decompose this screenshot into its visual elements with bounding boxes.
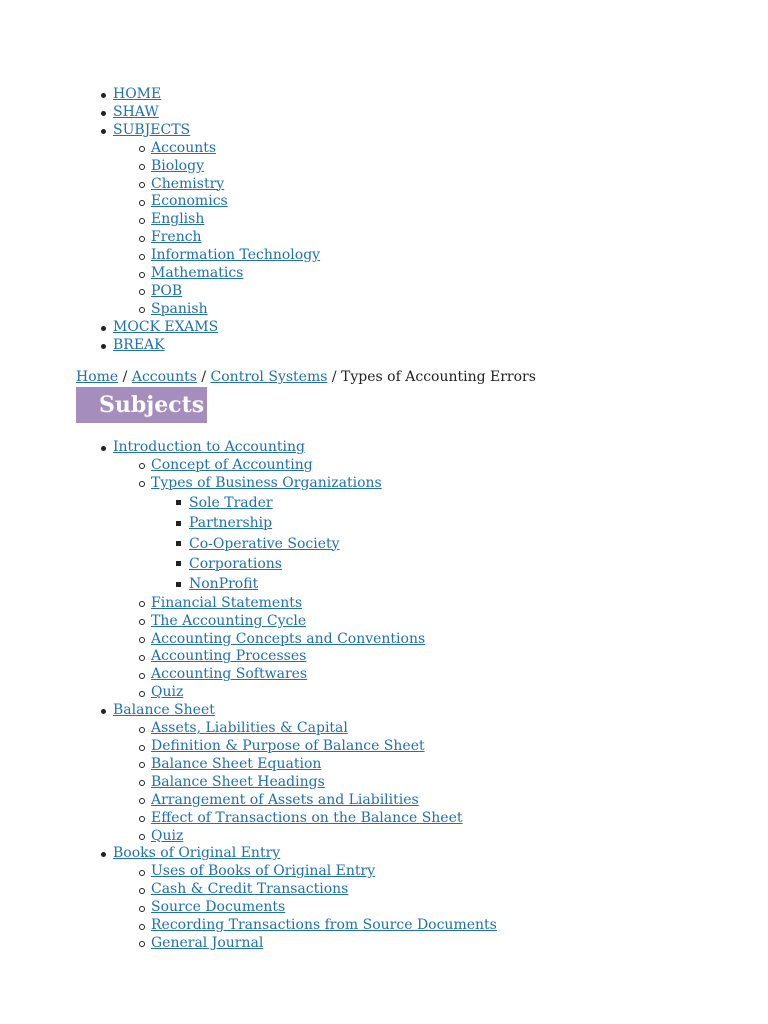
subjects-menu (113, 439, 497, 953)
menu-link-recording-transactions[interactable]: Recording Transactions from Source Documents (151, 917, 497, 934)
nav-link-mock-exams[interactable]: MOCK EXAMS (113, 318, 219, 335)
subjects-submenu (151, 140, 320, 319)
subject-link-accounts[interactable]: Accounts (151, 139, 217, 156)
menu-link-partnership[interactable]: Partnership (189, 515, 273, 532)
breadcrumb-control-systems[interactable]: Control Systems (210, 369, 328, 385)
menu-link-general-journal[interactable]: General Journal (151, 934, 264, 951)
menu-link-definition-purpose[interactable]: Definition & Purpose of Balance Sheet (151, 738, 425, 754)
menu-link-accounting-softwares[interactable]: Accounting Softwares (151, 666, 308, 683)
menu-item-concepts-conventions (151, 631, 497, 649)
menu-link-accounting-cycle[interactable]: The Accounting Cycle (151, 612, 307, 629)
menu-link-balance-sheet[interactable]: Balance Sheet (113, 702, 215, 719)
subject-link-biology[interactable]: Biology (151, 157, 204, 174)
subject-item-english (151, 211, 320, 229)
balance-sheet-submenu (151, 720, 497, 845)
nav-item-subjects (113, 122, 320, 319)
menu-item-source-documents (151, 899, 497, 917)
menu-link-uses-of-books[interactable]: Uses of Books of Original Entry (151, 863, 376, 880)
menu-link-balance-sheet-headings[interactable]: Balance Sheet Headings (151, 773, 325, 790)
menu-item-corporations (189, 554, 497, 574)
subject-link-french[interactable]: French (151, 229, 202, 246)
menu-item-books-of-original-entry (113, 845, 497, 952)
menu-item-balance-sheet-headings (151, 774, 497, 792)
subject-link-spanish[interactable]: Spanish (151, 300, 208, 317)
menu-item-accounting-cycle (151, 613, 497, 631)
menu-item-intro-quiz (151, 684, 497, 702)
nav-link-home[interactable]: HOME (113, 86, 162, 102)
menu-item-concept (151, 457, 497, 475)
top-nav-list (113, 86, 320, 355)
nav-link-break[interactable]: BREAK (113, 336, 165, 353)
subject-item-biology (151, 158, 320, 176)
subject-item-chemistry (151, 176, 320, 194)
menu-item-uses-of-books (151, 863, 497, 881)
subject-item-information-technology (151, 247, 320, 265)
subjects-heading: Subjects (76, 387, 207, 423)
menu-item-effect-of-transactions (151, 810, 497, 828)
nav-link-shaw[interactable]: SHAW (113, 103, 159, 120)
nav-link-subjects[interactable]: SUBJECTS (113, 121, 191, 138)
menu-link-introduction[interactable]: Introduction to Accounting (113, 439, 305, 455)
books-submenu (151, 863, 497, 953)
menu-item-assets-liabilities-capital (151, 720, 497, 738)
menu-link-corporations[interactable]: Corporations (189, 555, 282, 572)
menu-link-assets-liabilities-capital[interactable]: Assets, Liabilities & Capital (151, 720, 348, 737)
menu-link-source-documents[interactable]: Source Documents (151, 899, 286, 916)
subject-link-mathematics[interactable]: Mathematics (151, 265, 244, 282)
menu-link-cash-credit[interactable]: Cash & Credit Transactions (151, 881, 349, 898)
menu-item-cash-credit (151, 881, 497, 899)
breadcrumb-current: Types of Accounting Errors (341, 369, 536, 385)
menu-item-definition-purpose (151, 738, 497, 756)
menu-link-co-operative[interactable]: Co-Operative Society (189, 535, 340, 552)
menu-link-sole-trader[interactable]: Sole Trader (189, 494, 273, 511)
top-navigation (113, 86, 320, 355)
menu-item-general-journal (151, 935, 497, 953)
menu-link-financial-statements[interactable]: Financial Statements (151, 594, 303, 611)
breadcrumb-separator: / (201, 369, 207, 385)
subject-link-information-technology[interactable]: Information Technology (151, 247, 321, 264)
menu-link-books-of-original-entry[interactable]: Books of Original Entry (113, 845, 281, 862)
business-organizations-submenu (189, 493, 497, 595)
subject-link-chemistry[interactable]: Chemistry (151, 175, 225, 192)
menu-link-effect-of-transactions[interactable]: Effect of Transactions on the Balance Sheet (151, 809, 463, 826)
menu-item-sole-trader (189, 493, 497, 513)
subject-item-pob (151, 283, 320, 301)
menu-link-nonprofit[interactable]: NonProfit (189, 576, 259, 593)
subject-link-pob[interactable]: POB (151, 282, 183, 299)
breadcrumb-separator: / (331, 369, 337, 385)
introduction-submenu (151, 457, 497, 702)
subject-item-accounts (151, 140, 320, 158)
menu-link-concepts-conventions[interactable]: Accounting Concepts and Conventions (151, 630, 426, 647)
breadcrumb-home[interactable]: Home (76, 369, 119, 385)
menu-item-balance-sheet-equation (151, 756, 497, 774)
menu-item-arrangement (151, 792, 497, 810)
menu-link-accounting-processes[interactable]: Accounting Processes (151, 648, 307, 665)
menu-link-business-organizations[interactable]: Types of Business Organizations (151, 474, 382, 491)
menu-item-financial-statements (151, 595, 497, 613)
breadcrumb-accounts[interactable]: Accounts (131, 369, 197, 385)
subjects-menu-list (113, 439, 497, 953)
subject-link-english[interactable]: English (151, 211, 205, 228)
breadcrumb-separator: / (122, 369, 128, 385)
menu-item-nonprofit (189, 574, 497, 594)
subject-item-mathematics (151, 265, 320, 283)
subject-item-french (151, 229, 320, 247)
nav-item-shaw (113, 104, 320, 122)
menu-link-arrangement[interactable]: Arrangement of Assets and Liabilities (151, 791, 419, 808)
menu-link-concept[interactable]: Concept of Accounting (151, 456, 313, 473)
menu-item-accounting-processes (151, 648, 497, 666)
menu-item-business-organizations (151, 475, 497, 595)
menu-link-balance-quiz[interactable]: Quiz (151, 827, 184, 844)
menu-item-introduction (113, 439, 497, 702)
menu-item-co-operative (189, 534, 497, 554)
menu-item-balance-quiz (151, 828, 497, 846)
nav-item-home (113, 86, 320, 104)
menu-item-accounting-softwares (151, 666, 497, 684)
menu-item-partnership (189, 513, 497, 533)
subject-item-economics (151, 193, 320, 211)
menu-link-intro-quiz[interactable]: Quiz (151, 684, 184, 701)
menu-item-recording-transactions (151, 917, 497, 935)
menu-link-balance-sheet-equation[interactable]: Balance Sheet Equation (151, 755, 322, 772)
nav-item-mock-exams (113, 319, 320, 337)
breadcrumb (76, 368, 536, 386)
menu-item-balance-sheet (113, 702, 497, 845)
subject-item-spanish (151, 301, 320, 319)
nav-item-break (113, 337, 320, 355)
subject-link-economics[interactable]: Economics (151, 193, 228, 210)
